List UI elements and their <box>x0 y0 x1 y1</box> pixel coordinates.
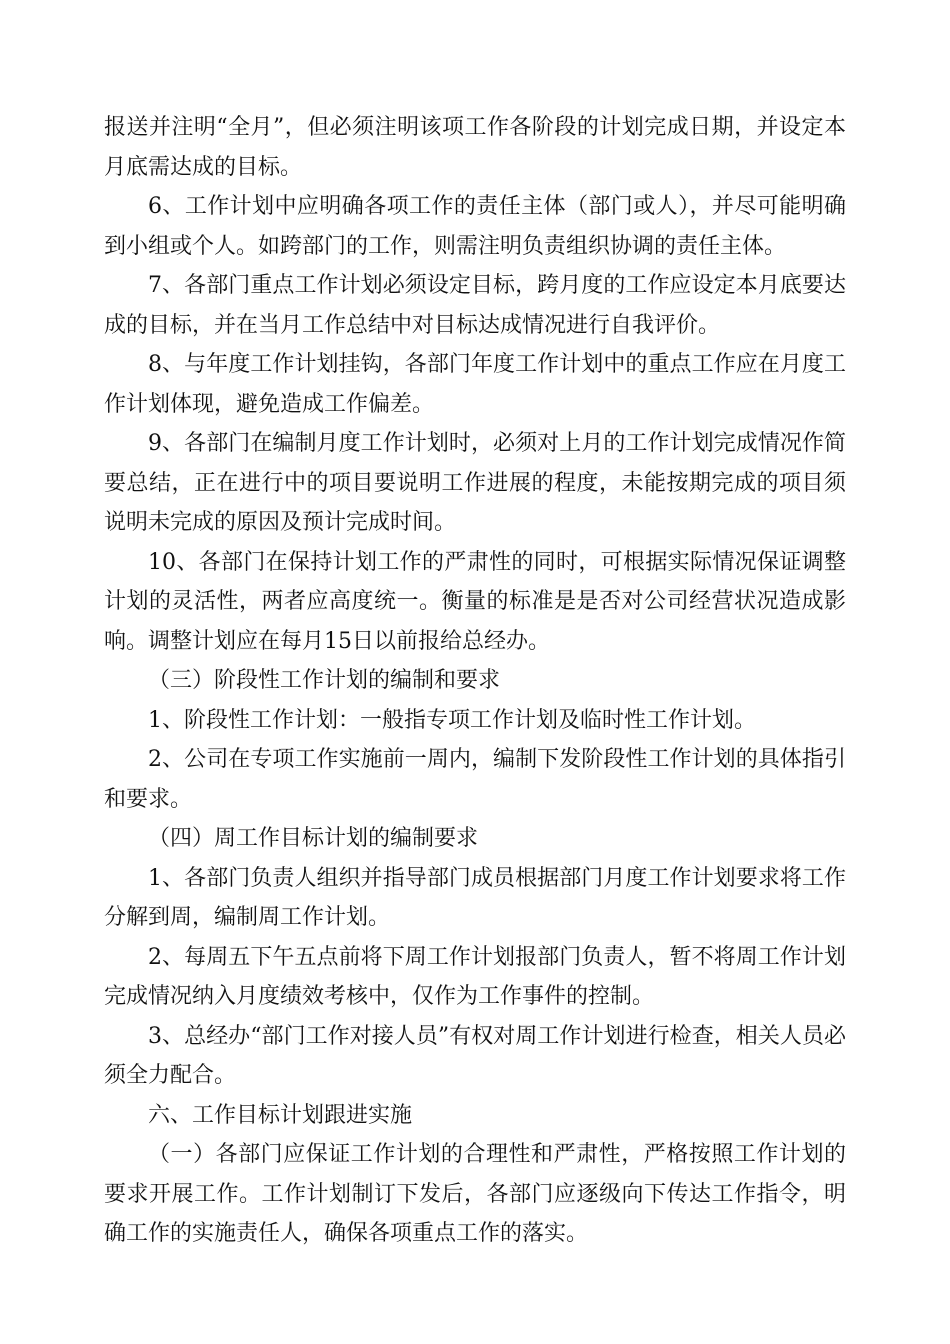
paragraph-weekly-2: 2、每周五下午五点前将下周工作计划报部门负责人，暂不将周工作计划完成情况纳入月度绩效考核中，仅作为工作事件的控制。 <box>104 944 846 1009</box>
paragraph-item-6: 6、工作计划中应明确各项工作的责任主体（部门或人），并尽可能明确到小组或个人。如跨部门的工作，则需注明负责组织协调的责任主体。 <box>104 194 846 259</box>
paragraph-item-10: 10、各部门在保持计划工作的严肃性的同时，可根据实际情况保证调整计划的灵活性，两者应高度统一。衡量的标准是是否对公司经营状况造成影响。调整计划应在每月15日以前报给总经办。 <box>104 549 846 654</box>
paragraph-weekly-1: 1、各部门负责人组织并指导部门成员根据部门月度工作计划要求将工作分解到周，编制周工作计划。 <box>104 865 846 930</box>
section-heading-4: （四）周工作目标计划的编制要求 <box>148 826 479 851</box>
paragraph-item-8: 8、与年度工作计划挂钩，各部门年度工作计划中的重点工作应在月度工作计划体现，避免造成工作偏差。 <box>104 352 846 417</box>
paragraph-followup-1: （一）各部门应保证工作计划的合理性和严肃性，严格按照工作计划的要求开展工作。工作计划制订下发后，各部门应逐级向下传达工作指令，明确工作的实施责任人，确保各项重点工作的落实。 <box>104 1142 846 1246</box>
paragraph-continuation: 报送并注明“全月”，但必须注明该项工作各阶段的计划完成日期，并设定本月底需达成的目标。 <box>104 115 846 180</box>
paragraph-item-9: 9、各部门在编制月度工作计划时，必须对上月的工作计划完成情况作简要总结，正在进行中的项目要说明工作进展的程度，未能按期完成的项目须说明未完成的原因及预计完成时间。 <box>104 431 846 535</box>
paragraph-stage-1: 1、阶段性工作计划：一般指专项工作计划及临时性工作计划。 <box>148 707 756 733</box>
chapter-heading-6: 六、工作目标计划跟进实施 <box>148 1102 413 1128</box>
section-heading-3: （三）阶段性工作计划的编制和要求 <box>148 668 501 693</box>
paragraph-weekly-3: 3、总经办“部门工作对接人员”有权对周工作计划进行检查，相关人员必须全力配合。 <box>104 1023 846 1088</box>
paragraph-item-7: 7、各部门重点工作计划必须设定目标，跨月度的工作应设定本月底要达成的目标，并在当月工作总结中对目标达成情况进行自我评价。 <box>104 273 846 338</box>
paragraph-stage-2: 2、公司在专项工作实施前一周内，编制下发阶段性工作计划的具体指引和要求。 <box>104 747 846 812</box>
document-page <box>104 108 846 1254</box>
